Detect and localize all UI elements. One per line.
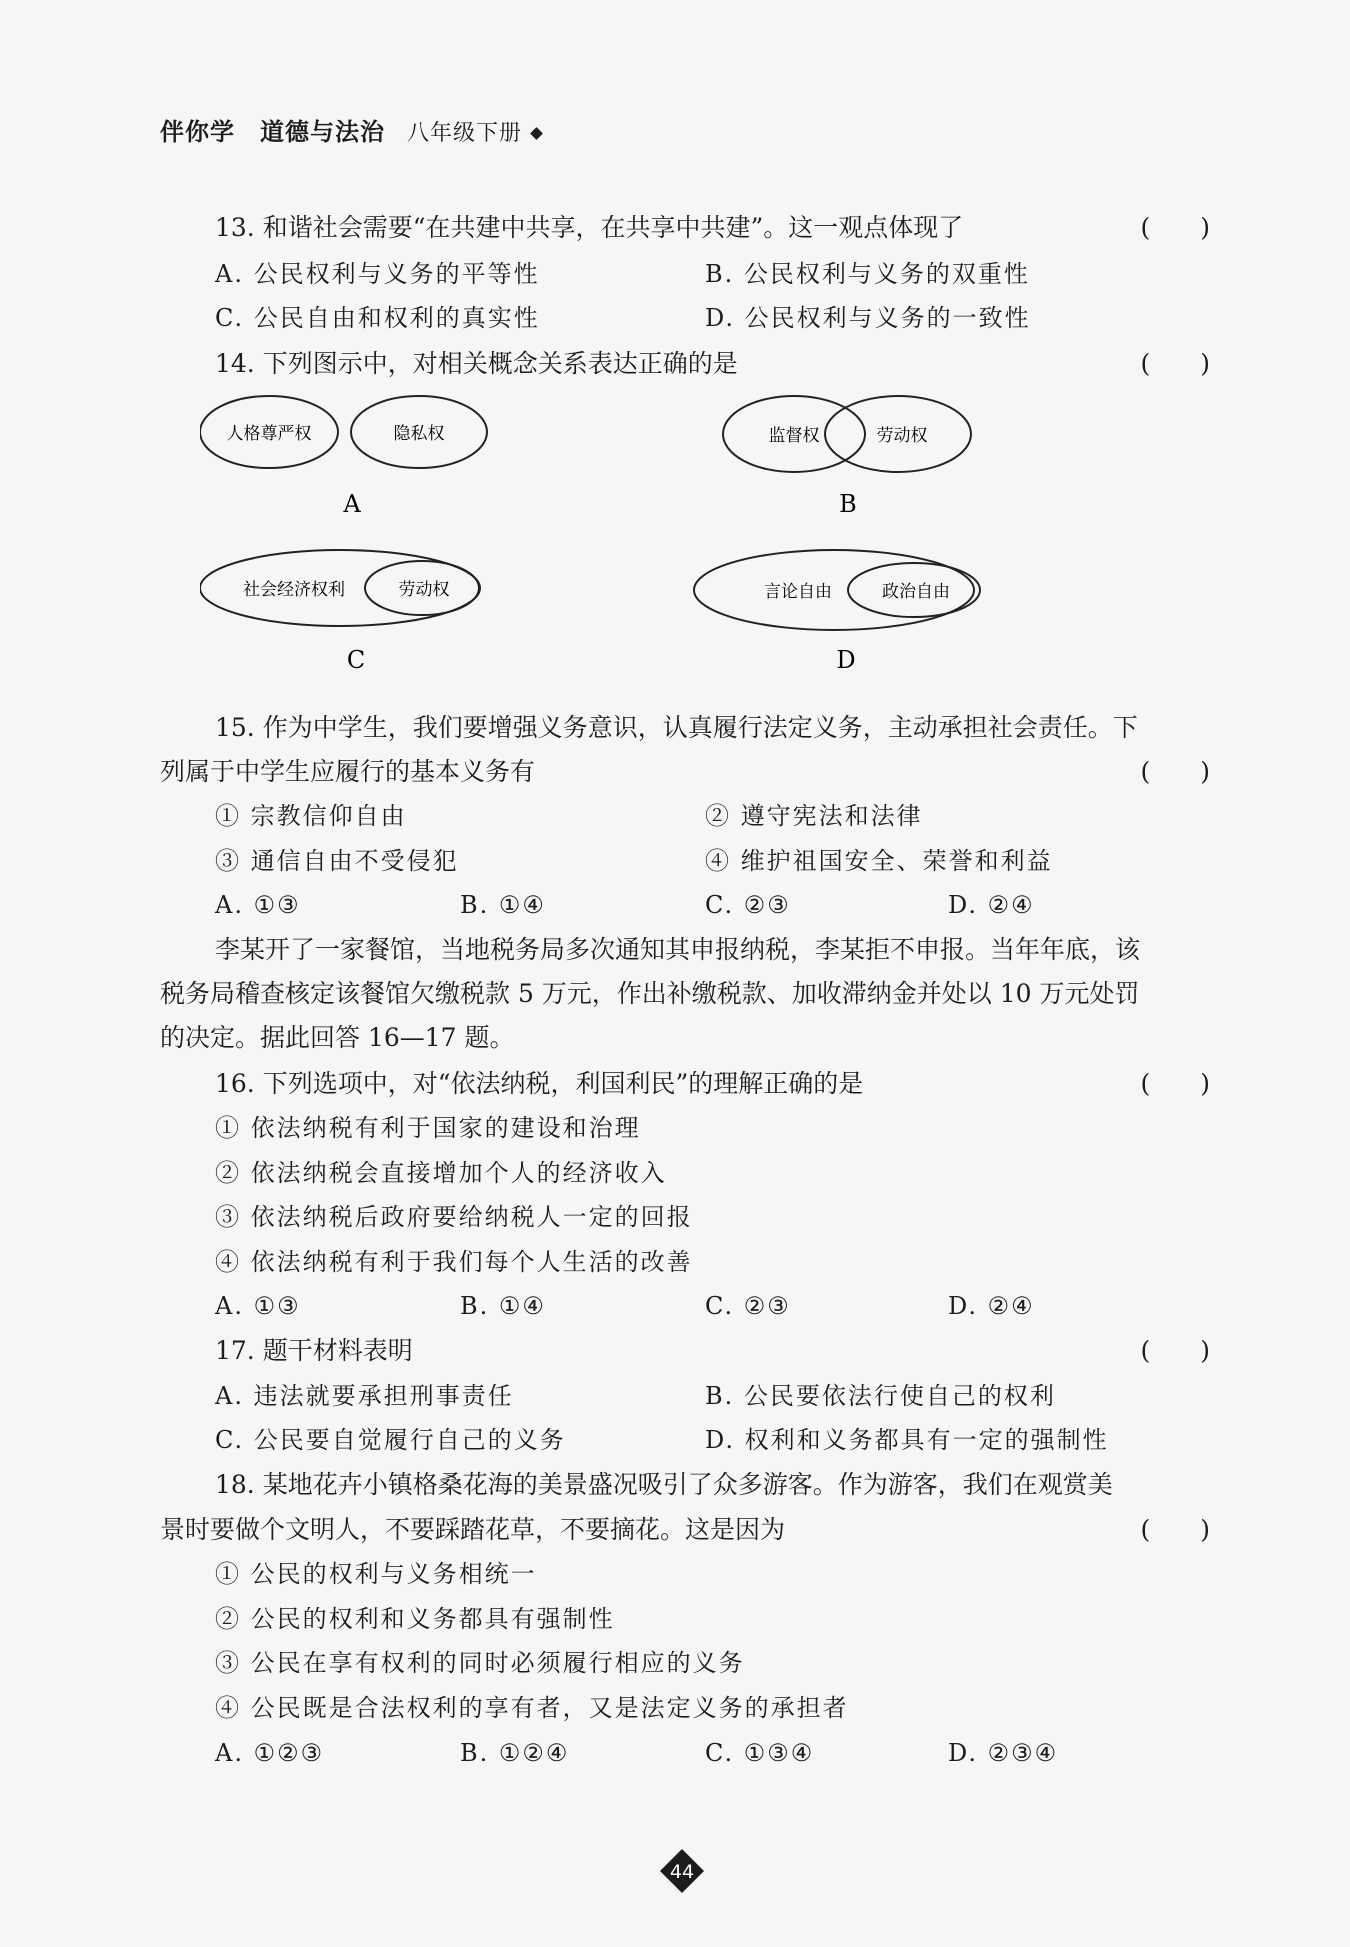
- diagram-c-inner-label: 劳动权: [398, 580, 450, 600]
- q13-option-c: C. 公民自由和权利的真实性: [215, 304, 540, 332]
- q17-option-b: B. 公民要依法行使自己的权利: [705, 1382, 1056, 1410]
- q17-stem: 17. 题干材料表明: [215, 1336, 413, 1365]
- q18-option-c: C. ①③④: [705, 1739, 815, 1767]
- q16-option-a: A. ①③: [215, 1292, 301, 1320]
- q13-option-b: B. 公民权利与义务的双重性: [705, 260, 1030, 288]
- book-subtitle: 八年级下册: [407, 121, 523, 146]
- q15-item-2: ② 遵守宪法和法律: [705, 802, 923, 830]
- q14-stem: 14. 下列图示中，对相关概念关系表达正确的是: [215, 349, 738, 378]
- diagram-c-outer-label: 社会经济权利: [243, 580, 345, 600]
- material-line1: 李某开了一家餐馆，当地税务局多次通知其申报纳税，李某拒不申报。当年年底，该: [215, 935, 1141, 964]
- q18-item-3: ③ 公民在享有权利的同时必须履行相应的义务: [215, 1649, 745, 1677]
- q13-stem: 13. 和谐社会需要“在共建中共享，在共享中共建”。这一观点体现了: [215, 213, 964, 242]
- q16-option-d: D. ②④: [948, 1292, 1035, 1320]
- q14-answer-bracket: ( ): [1140, 349, 1210, 378]
- q17-option-c: C. 公民要自觉履行自己的义务: [215, 1426, 566, 1454]
- q15-option-c: C. ②③: [705, 891, 791, 919]
- page-number-badge: [659, 1848, 705, 1894]
- q16-item-4: ④ 依法纳税有利于我们每个人生活的改善: [215, 1248, 693, 1276]
- q14-concept-diagrams: [200, 388, 1020, 698]
- q18-item-4: ④ 公民既是合法权利的享有者，又是法定义务的承担者: [215, 1694, 849, 1722]
- q15-item-4: ④ 维护祖国安全、荣誉和利益: [705, 847, 1053, 875]
- diagram-d-inner-label: 政治自由: [882, 582, 950, 602]
- q15-answer-bracket: ( ): [1140, 757, 1210, 786]
- q16-item-3: ③ 依法纳税后政府要给纳税人一定的回报: [215, 1203, 693, 1231]
- q18-option-b: B. ①②④: [460, 1739, 570, 1767]
- q13-answer-bracket: ( ): [1140, 213, 1210, 242]
- q13-option-d: D. 公民权利与义务的一致性: [705, 304, 1031, 332]
- q18-item-2: ② 公民的权利和义务都具有强制性: [215, 1605, 615, 1633]
- page-header: [160, 112, 541, 147]
- page-number: 44: [669, 1861, 695, 1883]
- q16-option-c: C. ②③: [705, 1292, 791, 1320]
- q18-stem-line1: 18. 某地花卉小镇格桑花海的美景盛况吸引了众多游客。作为游客，我们在观赏美: [215, 1470, 1113, 1499]
- diagram-d-caption: D: [836, 646, 856, 674]
- diagram-b-left-label: 监督权: [768, 426, 820, 446]
- diagram-a-right-label: 隐私权: [393, 424, 445, 444]
- diagram-d: [694, 550, 980, 674]
- q15-option-a: A. ①③: [215, 891, 301, 919]
- diagram-b-right-label: 劳动权: [876, 426, 928, 446]
- diagram-c-caption: C: [346, 646, 366, 674]
- q16-stem: 16. 下列选项中，对“依法纳税，利国利民”的理解正确的是: [215, 1069, 864, 1098]
- material-line2: 税务局稽查核定该餐馆欠缴税款 5 万元，作出补缴税款、加收滞纳金并处以 10 万元处罚: [160, 979, 1140, 1008]
- q15-option-b: B. ①④: [460, 891, 546, 919]
- material-line3: 的决定。据此回答 16—17 题。: [160, 1023, 515, 1052]
- diagram-b-caption: B: [839, 490, 857, 518]
- diagram-a-left-label: 人格尊严权: [226, 424, 312, 444]
- q18-option-d: D. ②③④: [948, 1739, 1059, 1767]
- q18-answer-bracket: ( ): [1140, 1515, 1210, 1544]
- q17-option-a: A. 违法就要承担刑事责任: [215, 1382, 514, 1410]
- diagram-a-caption: A: [343, 490, 361, 518]
- book-title: 伴你学 道德与法治: [160, 117, 385, 146]
- q16-item-2: ② 依法纳税会直接增加个人的经济收入: [215, 1159, 667, 1187]
- diagram-d-outer-label: 言论自由: [764, 582, 832, 602]
- q15-item-3: ③ 通信自由不受侵犯: [215, 847, 459, 875]
- q17-answer-bracket: ( ): [1140, 1336, 1210, 1365]
- q17-option-d: D. 权利和义务都具有一定的强制性: [705, 1426, 1109, 1454]
- q15-option-d: D. ②④: [948, 891, 1035, 919]
- q18-item-1: ① 公民的权利与义务相统一: [215, 1560, 537, 1588]
- q16-option-b: B. ①④: [460, 1292, 546, 1320]
- q15-stem-line2: 列属于中学生应履行的基本义务有: [160, 757, 536, 786]
- q15-item-1: ① 宗教信仰自由: [215, 802, 407, 830]
- diagram-c: [200, 550, 480, 674]
- diagram-a: [200, 396, 487, 518]
- q16-item-1: ① 依法纳税有利于国家的建设和治理: [215, 1114, 641, 1142]
- q15-stem-line1: 15. 作为中学生，我们要增强义务意识，认真履行法定义务，主动承担社会责任。下: [215, 713, 1138, 742]
- q18-option-a: A. ①②③: [215, 1739, 325, 1767]
- q13-option-a: A. 公民权利与义务的平等性: [215, 260, 540, 288]
- q16-answer-bracket: ( ): [1140, 1069, 1210, 1098]
- q18-stem-line2: 景时要做个文明人，不要踩踏花草，不要摘花。这是因为: [160, 1515, 786, 1544]
- diamond-icon: [530, 127, 543, 140]
- diagram-b: [723, 396, 971, 518]
